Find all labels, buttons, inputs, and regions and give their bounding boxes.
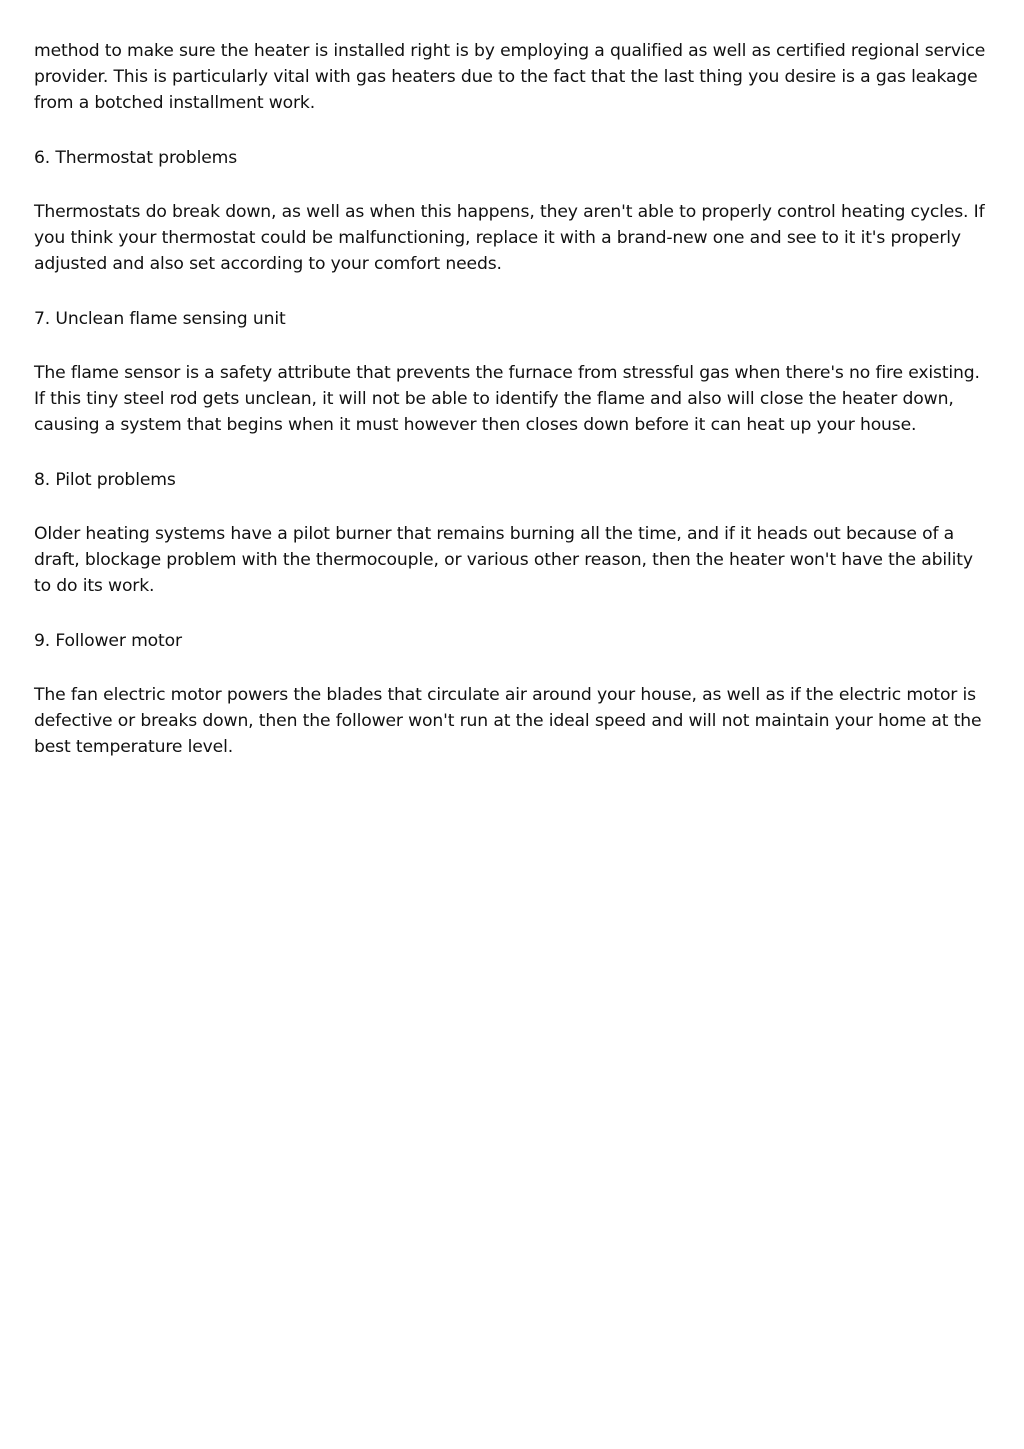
paragraph-fan-motor: The fan electric motor powers the blades that circulate air around your house, as well as if the electric motor is defective or breaks down, then the follower won't run at the ideal speed and will not maintain your home at the best temperature level. <box>34 685 982 757</box>
paragraph-thermostat: Thermostats do break down, as well as when this happens, they aren't able to properly control heating cycles. If you think your thermostat could be malfunctioning, replace it with a brand-new one and see to it it's properly adjusted and also set according to your comfort needs. <box>34 202 985 274</box>
heading-thermostat-problems: 6. Thermostat problems <box>34 147 238 168</box>
heading-follower-motor: 9. Follower motor <box>34 630 182 651</box>
paragraph-installation-continued: method to make sure the heater is installed right is by employing a qualified as well as certified regional service provider. This is particularly vital with gas heaters due to the fact that the last thing you desire is a gas leakage from a botched installment work. <box>34 41 986 113</box>
document-page <box>34 38 994 789</box>
heading-pilot-problems: 8. Pilot problems <box>34 469 176 490</box>
paragraph-flame-sensor: The flame sensor is a safety attribute that prevents the furnace from stressful gas when there's no fire existing. If this tiny steel rod gets unclean, it will not be able to identify the flame and also will close the heater down, causing a system that begins when it must however then closes down before it can heat up your house. <box>34 363 980 435</box>
heading-flame-sensor: 7. Unclean flame sensing unit <box>34 308 286 329</box>
paragraph-pilot: Older heating systems have a pilot burner that remains burning all the time, and if it heads out because of a draft, blockage problem with the thermocouple, or various other reason, then the heater won't have the ability to do its work. <box>34 524 973 596</box>
